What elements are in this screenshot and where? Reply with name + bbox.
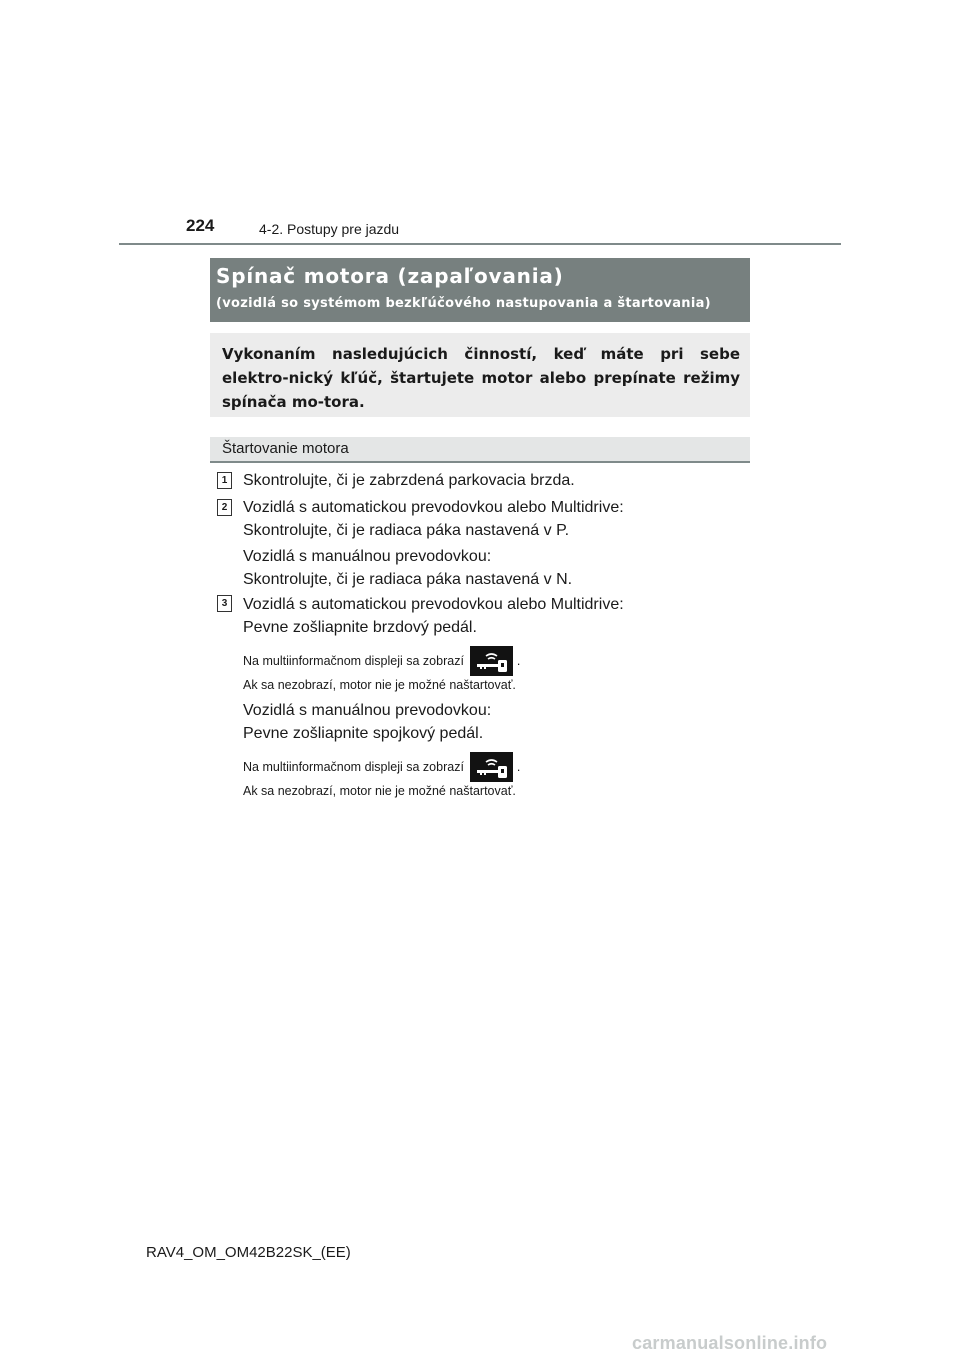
step-3-line-1: Vozidlá s automatickou prevodovkou alebo Multidrive: — [243, 596, 624, 613]
subsection-heading: Štartovanie motora — [222, 440, 349, 457]
title-banner — [210, 258, 750, 322]
note-text: Na multiinformačnom displeji sa zobrazí — [243, 760, 464, 774]
note-warning: Ak sa nezobrazí, motor nie je možné naštartovať. — [243, 678, 516, 692]
section-reference: 4-2. Postupy pre jazdu — [259, 221, 400, 237]
header-divider — [119, 243, 841, 245]
step-3b-line-1: Vozidlá s manuálnou prevodovkou: — [243, 702, 492, 719]
step-2b-line-2: Skontrolujte, či je radiaca páka nastavená v N. — [243, 571, 573, 588]
step-3b-line-2: Pevne zošliapnite spojkový pedál. — [243, 725, 484, 742]
key-indicator-icon — [470, 752, 513, 782]
step-number-badge: 1 — [217, 472, 232, 489]
step-number-badge: 3 — [217, 595, 232, 612]
subsection-heading-bar — [210, 437, 750, 463]
page-number: 224 — [186, 216, 215, 235]
step-2-line-2: Skontrolujte, či je radiaca páka nastavená v P. — [243, 522, 570, 539]
page-title: Spínač motora (zapaľovania) — [216, 264, 564, 288]
watermark: carmanualsonline.info — [632, 1333, 828, 1353]
document-id-footer: RAV4_OM_OM42B22SK_(EE) — [146, 1244, 351, 1261]
note-warning: Ak sa nezobrazí, motor nie je možné naštartovať. — [243, 784, 516, 798]
step-2-line-1: Vozidlá s automatickou prevodovkou alebo Multidrive: — [243, 499, 624, 516]
note-text: Na multiinformačnom displeji sa zobrazí — [243, 654, 464, 668]
step-1-text: Skontrolujte, či je zabrzdená parkovacia brzda. — [243, 472, 575, 489]
step-number-badge: 2 — [217, 499, 232, 516]
step-3-line-2: Pevne zošliapnite brzdový pedál. — [243, 619, 477, 636]
intro-text: Vykonaním nasledujúcich činností, keď máte pri sebe elektro-nický kľúč, štartujete motor alebo prepínate režimy spínača mo-tora. — [222, 345, 740, 411]
step-2b-line-1: Vozidlá s manuálnou prevodovkou: — [243, 548, 492, 565]
intro-box — [210, 333, 750, 417]
note-period: . — [516, 654, 521, 668]
page-subtitle: (vozidlá so systémom bezkľúčového nastupovania a štartovania) — [216, 296, 711, 311]
note-display-message — [243, 752, 520, 782]
key-indicator-icon — [470, 646, 513, 676]
note-display-message — [243, 646, 520, 676]
note-period: . — [516, 760, 521, 774]
